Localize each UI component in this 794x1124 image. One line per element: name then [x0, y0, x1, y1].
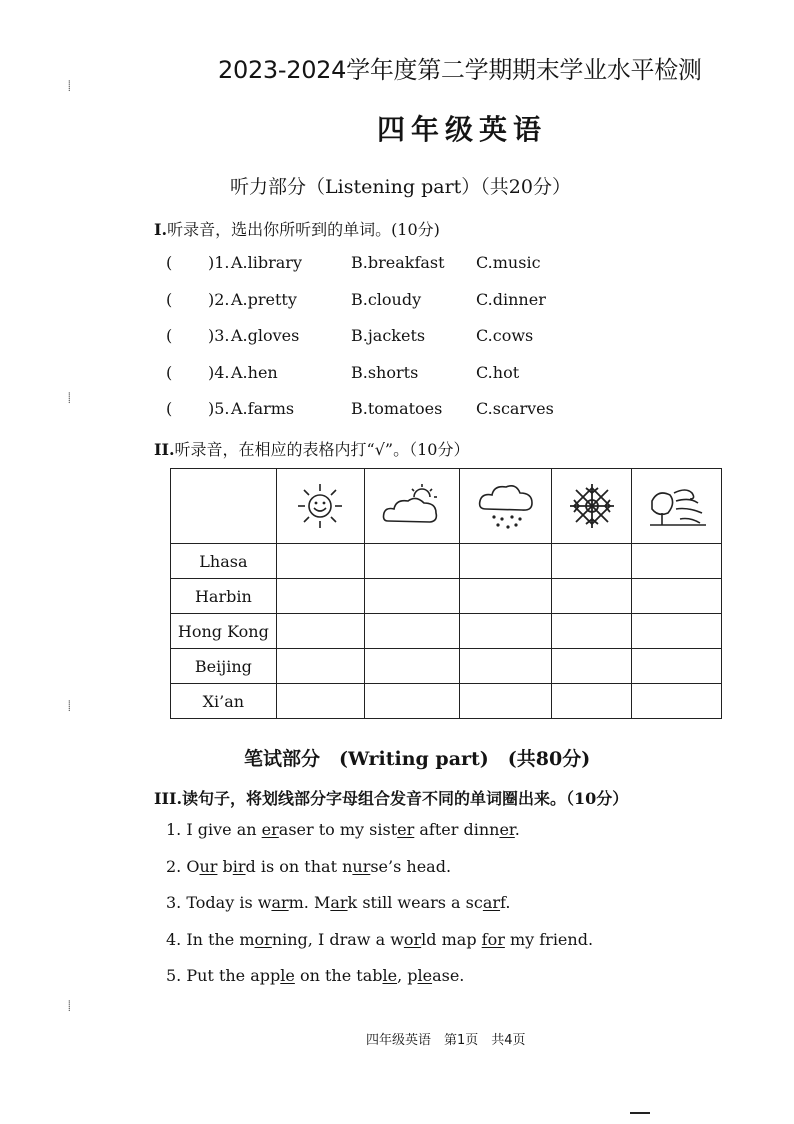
sentence-text: .: [514, 820, 520, 839]
sentence-text: aser to my sist: [278, 820, 398, 839]
scan-edge-line: [630, 1112, 650, 1114]
city-label: Harbin: [171, 579, 277, 614]
writing-section-title: 笔试部分 (Writing part) (共80分): [244, 748, 591, 770]
sentence-text: O: [186, 856, 200, 876]
underlined-letters[interactable]: ar: [330, 893, 348, 912]
option-b: B.tomatoes: [351, 399, 443, 418]
option-a: A.gloves: [231, 326, 300, 345]
sentence-number: 5.: [166, 966, 187, 985]
underlined-letters[interactable]: er: [499, 820, 515, 839]
cloudy-icon: [380, 481, 444, 531]
weather-table: [170, 468, 722, 719]
tick-cell[interactable]: [364, 649, 460, 684]
scan-mark: ⸽: [68, 393, 71, 404]
sentence-item: [166, 893, 510, 912]
sentence-number: 1.: [166, 820, 187, 839]
sentence-text: d is on that n: [245, 856, 353, 876]
tick-cell[interactable]: [460, 544, 552, 579]
option-c: C.scarves: [476, 399, 554, 418]
sentence-text: m. M: [288, 893, 331, 912]
sentence-item: [166, 820, 520, 839]
sentence-text: k still wears a sc: [347, 893, 483, 912]
tick-cell[interactable]: [632, 579, 722, 614]
city-label: Hong Kong: [171, 614, 277, 649]
option-c: C.dinner: [476, 289, 546, 309]
city-label: Lhasa: [171, 544, 277, 579]
table-row: [171, 684, 722, 719]
option-b: B.jackets: [351, 326, 426, 345]
sentence-item: [166, 966, 464, 985]
option-a: A.library: [231, 253, 302, 272]
underlined-letters[interactable]: or: [254, 929, 272, 949]
underlined-letters[interactable]: ir: [232, 856, 246, 876]
underlined-letters[interactable]: le: [382, 966, 398, 985]
part1-instruction: 听录音，选出你所听到的单词。(10分): [167, 220, 440, 239]
part1-roman: I.: [154, 220, 168, 239]
answer-paren: (: [166, 399, 173, 418]
sentence-text: my friend.: [504, 929, 594, 949]
answer-paren: (: [166, 289, 173, 309]
tick-cell[interactable]: [276, 684, 364, 719]
sentence-text: ning, I draw a w: [271, 929, 404, 949]
table-row: [171, 544, 722, 579]
part2-roman: II.: [154, 440, 175, 459]
tick-cell[interactable]: [552, 684, 632, 719]
sentence-number: 3.: [166, 893, 187, 912]
question-number: )2.: [208, 289, 230, 309]
table-row: [171, 579, 722, 614]
option-b: B.breakfast: [351, 253, 445, 272]
option-a: A.farms: [231, 399, 295, 418]
exam-title: 2023-2024学年度第二学期期末学业水平检测: [218, 56, 702, 84]
question-number: )4.: [208, 362, 230, 382]
sentence-text: I give an: [186, 820, 262, 839]
question-number: )1.: [208, 253, 230, 272]
sentence-text: f.: [500, 893, 511, 912]
sentence-text: Today is w: [186, 893, 272, 912]
weather-icons-row: [171, 469, 722, 544]
part2-heading: [154, 437, 469, 460]
answer-paren: (: [166, 253, 173, 272]
underlined-letters[interactable]: ar: [482, 893, 501, 912]
tick-cell[interactable]: [276, 649, 364, 684]
tick-cell[interactable]: [552, 544, 632, 579]
sentence-item: [166, 930, 593, 949]
option-b: B.cloudy: [351, 289, 422, 309]
tick-cell[interactable]: [364, 684, 460, 719]
tick-cell[interactable]: [460, 684, 552, 719]
scan-mark: ⸽: [68, 81, 71, 92]
tick-cell[interactable]: [552, 579, 632, 614]
cloudy-cell: [364, 469, 460, 544]
sentence-text: , p: [397, 966, 418, 985]
underlined-letters[interactable]: ar: [271, 893, 289, 912]
sentence-text: In the m: [186, 929, 255, 949]
answer-paren: (: [166, 326, 173, 345]
question-number: )3.: [208, 326, 230, 345]
rainy-cell: [460, 469, 552, 544]
sentence-text: se’s head.: [370, 856, 452, 876]
table-row: [171, 649, 722, 684]
table-row: [171, 614, 722, 649]
sentence-text: b: [217, 856, 233, 876]
tick-cell[interactable]: [276, 614, 364, 649]
tick-cell[interactable]: [552, 614, 632, 649]
sentence-text: Put the app: [186, 966, 281, 985]
option-c: C.music: [476, 253, 541, 272]
tick-cell[interactable]: [632, 614, 722, 649]
sentence-number: 2.: [166, 856, 187, 876]
underlined-letters[interactable]: le: [417, 966, 433, 985]
underlined-letters[interactable]: er: [397, 820, 415, 839]
sentence-text: after dinn: [414, 820, 500, 839]
snowy-icon: [566, 480, 618, 532]
sentence-item: [166, 857, 451, 876]
scan-mark: ⸽: [68, 701, 71, 712]
tick-cell[interactable]: [276, 579, 364, 614]
sunny-icon: [295, 481, 345, 531]
tick-cell[interactable]: [552, 649, 632, 684]
tick-cell[interactable]: [460, 579, 552, 614]
tick-cell[interactable]: [460, 649, 552, 684]
tick-cell[interactable]: [364, 544, 460, 579]
part2-instruction: 听录音，在相应的表格内打“√”。（10分）: [174, 440, 470, 459]
option-a: A.pretty: [231, 289, 297, 309]
part3-heading: [154, 786, 628, 809]
question-number: )5.: [208, 399, 230, 418]
sentence-text: on the tab: [294, 966, 383, 985]
option-a: A.hen: [231, 362, 278, 382]
weather-city-rows: [171, 544, 722, 719]
tick-cell[interactable]: [460, 614, 552, 649]
city-label: Xi’an: [171, 684, 277, 719]
sentence-text: ase.: [432, 966, 465, 985]
page-footer: 四年级英语 第1页 共4页: [366, 1033, 526, 1048]
sentence-number: 4.: [166, 929, 187, 949]
part1-heading: [154, 217, 440, 240]
snowy-cell: [552, 469, 632, 544]
tick-cell[interactable]: [632, 649, 722, 684]
part3-roman: III.: [154, 789, 183, 808]
underlined-letters[interactable]: er: [261, 820, 279, 839]
listening-section-title: 听力部分（Listening part）（共20分）: [230, 176, 571, 198]
part3-instruction: 读句子，将划线部分字母组合发音不同的单词圈出来。（10分）: [182, 789, 629, 808]
tick-cell[interactable]: [632, 684, 722, 719]
option-c: C.hot: [476, 362, 520, 382]
sunny-cell: [276, 469, 364, 544]
option-b: B.shorts: [351, 362, 419, 382]
underlined-letters[interactable]: ur: [199, 856, 218, 876]
underlined-letters[interactable]: or: [403, 929, 422, 949]
underlined-letters[interactable]: le: [280, 966, 295, 985]
answer-paren: (: [166, 362, 173, 382]
windy-icon: [646, 481, 708, 531]
rainy-icon: [476, 479, 536, 533]
underlined-letters[interactable]: for: [481, 929, 505, 949]
tick-cell[interactable]: [364, 579, 460, 614]
subject-title: 四年级英语: [376, 113, 547, 146]
option-c: C.cows: [476, 326, 534, 345]
table-corner-cell: [171, 469, 277, 544]
tick-cell[interactable]: [632, 544, 722, 579]
tick-cell[interactable]: [276, 544, 364, 579]
windy-cell: [632, 469, 722, 544]
tick-cell[interactable]: [364, 614, 460, 649]
scan-mark: ⸽: [68, 1001, 71, 1012]
city-label: Beijing: [171, 649, 277, 684]
sentence-text: ld map: [421, 929, 482, 949]
underlined-letters[interactable]: ur: [352, 856, 371, 876]
